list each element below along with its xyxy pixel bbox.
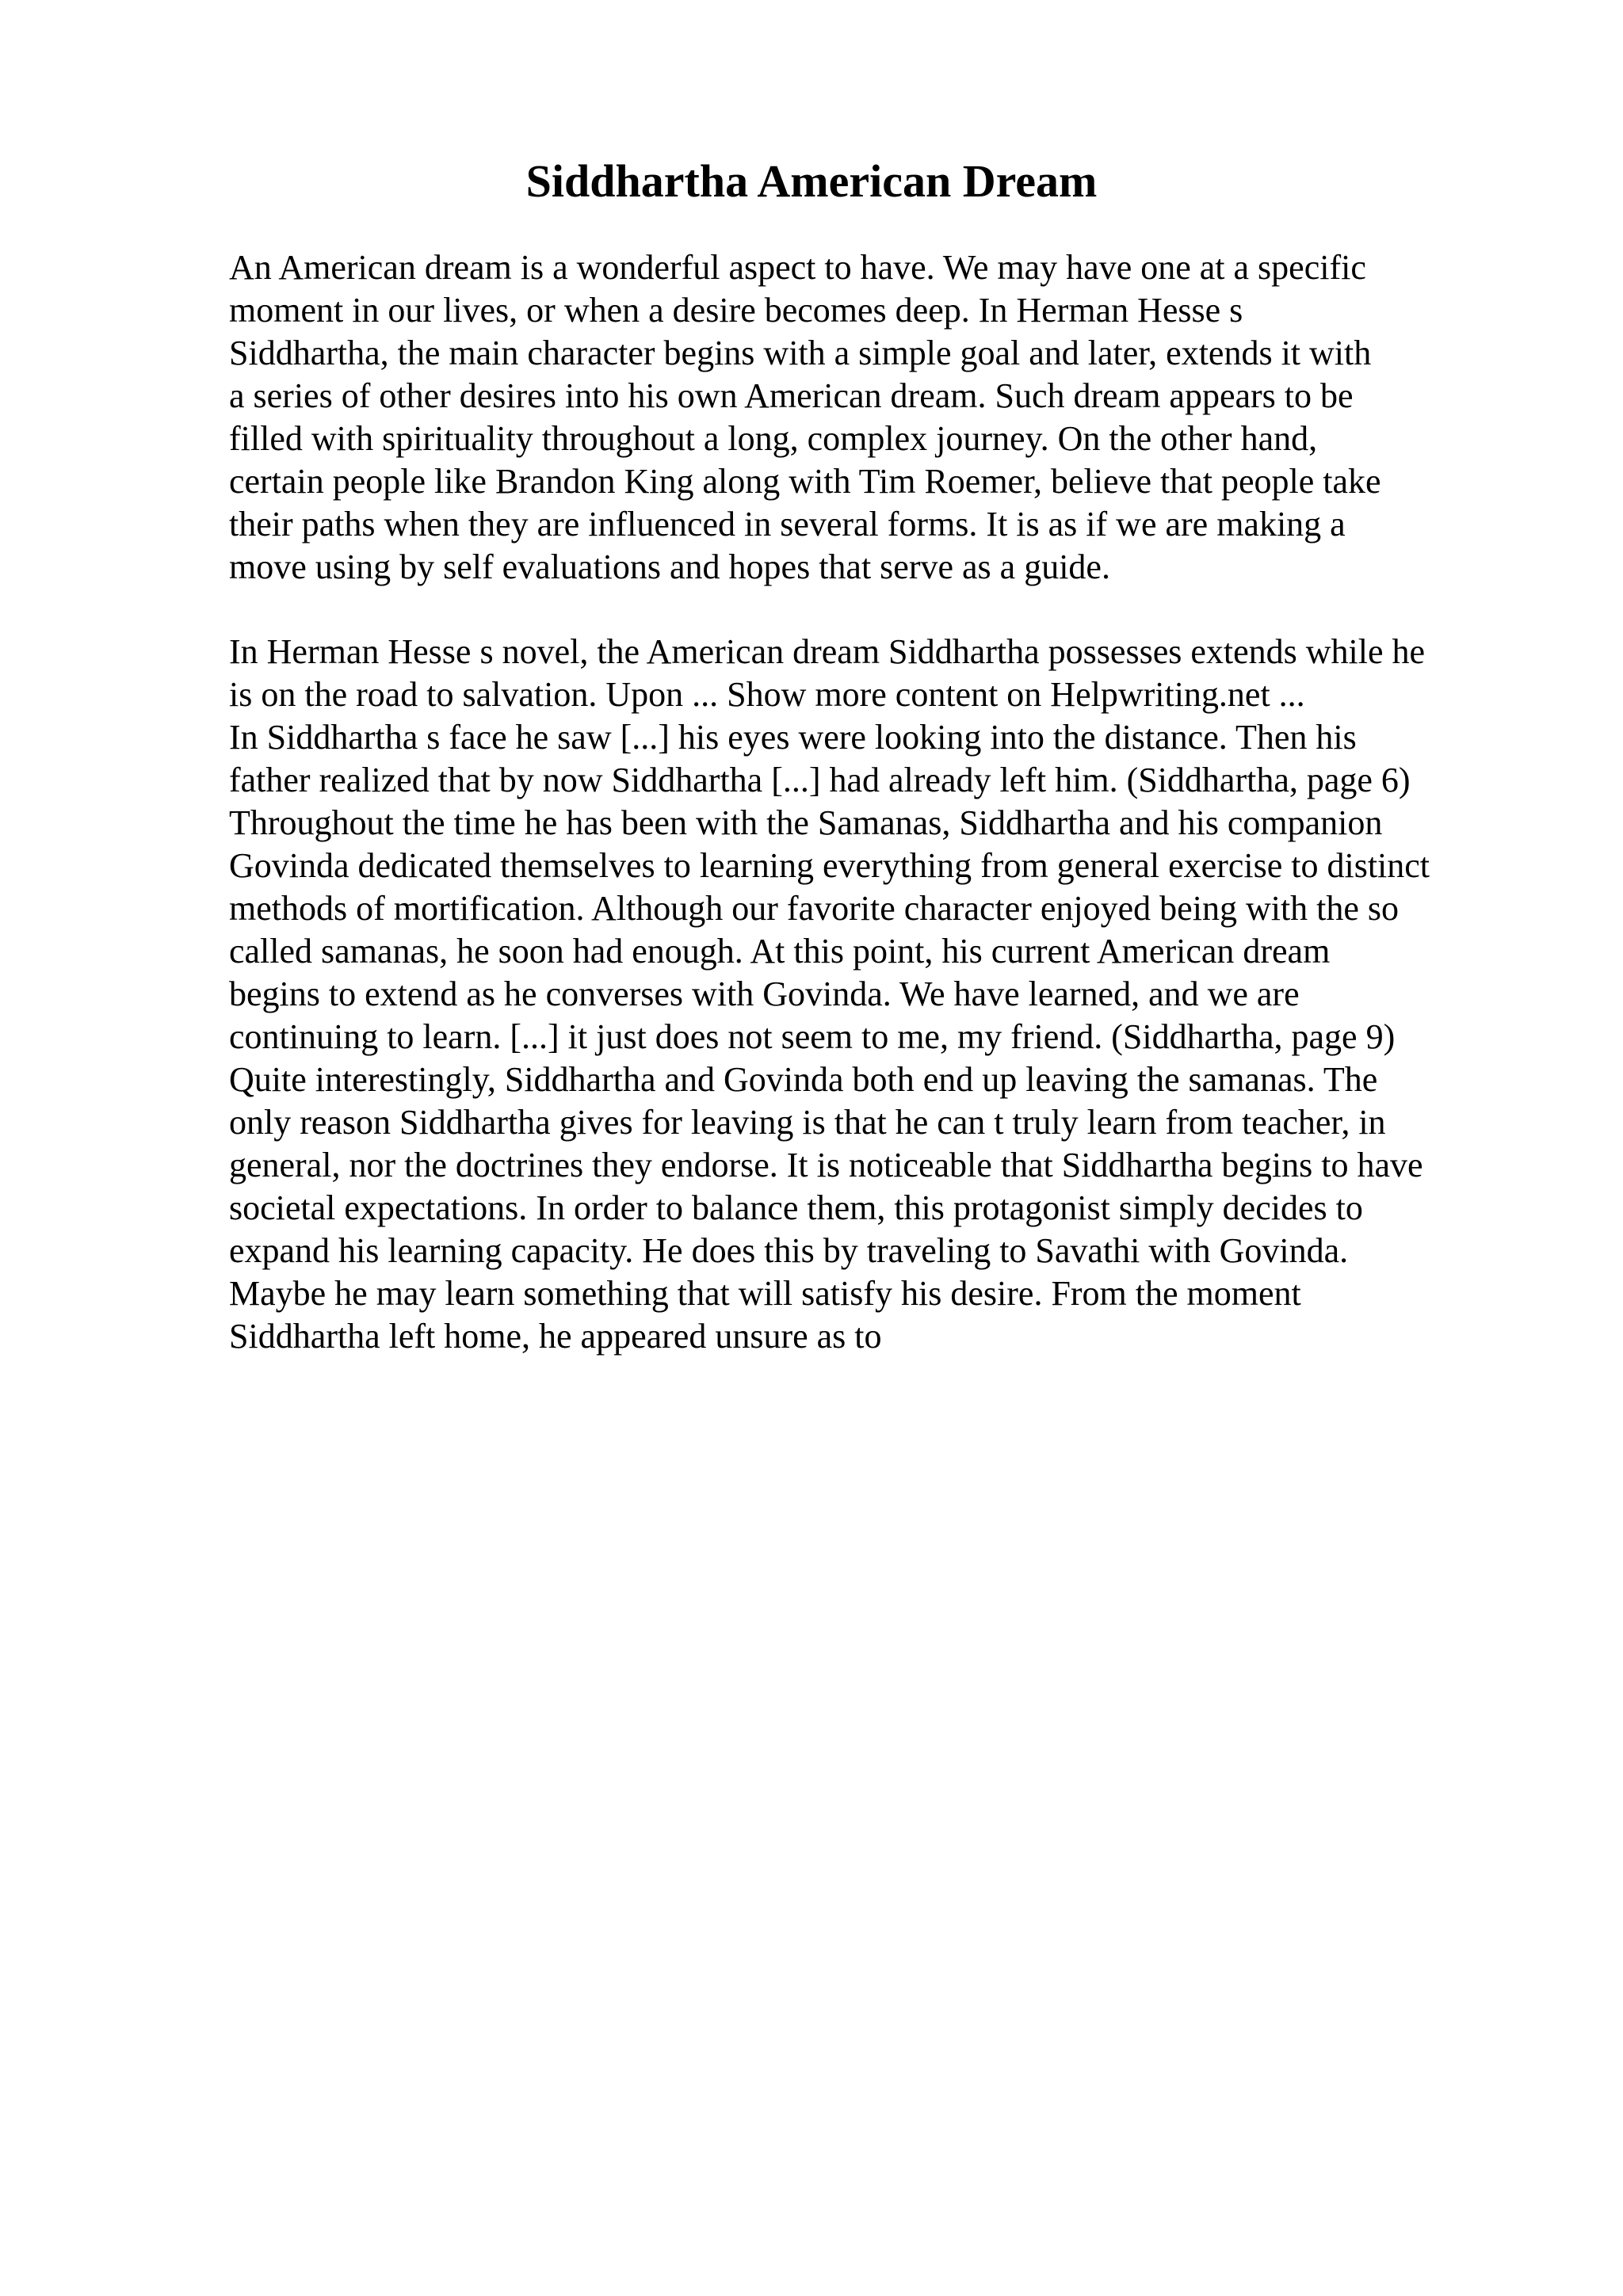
document-title: Siddhartha American Dream bbox=[525, 155, 1098, 207]
paragraph-line: is on the road to salvation. Upon ... Show more content on Helpwriting.net ... bbox=[229, 675, 1305, 714]
paragraph-2 bbox=[229, 631, 1513, 1358]
paragraph-line: begins to extend as he converses with Govinda. We have learned, and we are bbox=[229, 974, 1300, 1013]
paragraph-line: called samanas, he soon had enough. At this point, his current American dream bbox=[229, 932, 1331, 971]
paragraph-line: certain people like Brandon King along with Tim Roemer, believe that people take bbox=[229, 462, 1381, 501]
paragraph-line: moment in our lives, or when a desire becomes deep. In Herman Hesse s bbox=[229, 291, 1243, 330]
paragraph-line: Throughout the time he has been with the Samanas, Siddhartha and his companion bbox=[229, 803, 1383, 842]
paragraph-line: expand his learning capacity. He does this by traveling to Savathi with Govinda. bbox=[229, 1231, 1349, 1270]
paragraph-line: general, nor the doctrines they endorse. It is noticeable that Siddhartha begins to have bbox=[229, 1146, 1423, 1184]
paragraph-line: An American dream is a wonderful aspect to have. We may have one at a specific bbox=[229, 248, 1366, 287]
paragraph-line: their paths when they are influenced in several forms. It is as if we are making a bbox=[229, 505, 1346, 543]
paragraph-line: father realized that by now Siddhartha [...] had already left him. (Siddhartha, page 6) bbox=[229, 761, 1411, 799]
paragraph-line: only reason Siddhartha gives for leaving is that he can t truly learn from teacher, in bbox=[229, 1103, 1386, 1142]
paragraph-line: methods of mortification. Although our favorite character enjoyed being with the so bbox=[229, 889, 1400, 928]
paragraph-line: filled with spirituality throughout a long, complex journey. On the other hand, bbox=[229, 419, 1318, 458]
paragraph-line: move using by self evaluations and hopes that serve as a guide. bbox=[229, 547, 1110, 586]
paragraph-line: Govinda dedicated themselves to learning everything from general exercise to distinct bbox=[229, 846, 1430, 885]
paragraph-line: In Herman Hesse s novel, the American dream Siddhartha possesses extends while he bbox=[229, 632, 1426, 671]
paragraph-line: In Siddhartha s face he saw [...] his eyes were looking into the distance. Then his bbox=[229, 718, 1357, 757]
paragraph-line: Siddhartha left home, he appeared unsure as to bbox=[229, 1317, 882, 1356]
paragraph-line: a series of other desires into his own American dream. Such dream appears to be bbox=[229, 376, 1354, 415]
paragraph-line: continuing to learn. [...] it just does not seem to me, my friend. (Siddhartha, page 9) bbox=[229, 1017, 1396, 1056]
paragraph-line: Quite interestingly, Siddhartha and Govinda both end up leaving the samanas. The bbox=[229, 1060, 1378, 1099]
paragraph-line: Siddhartha, the main character begins with a simple goal and later, extends it with bbox=[229, 334, 1372, 372]
paragraph-line: Maybe he may learn something that will satisfy his desire. From the moment bbox=[229, 1274, 1301, 1313]
paragraph-line: societal expectations. In order to balance them, this protagonist simply decides to bbox=[229, 1188, 1363, 1227]
paragraph-1 bbox=[229, 246, 1513, 589]
